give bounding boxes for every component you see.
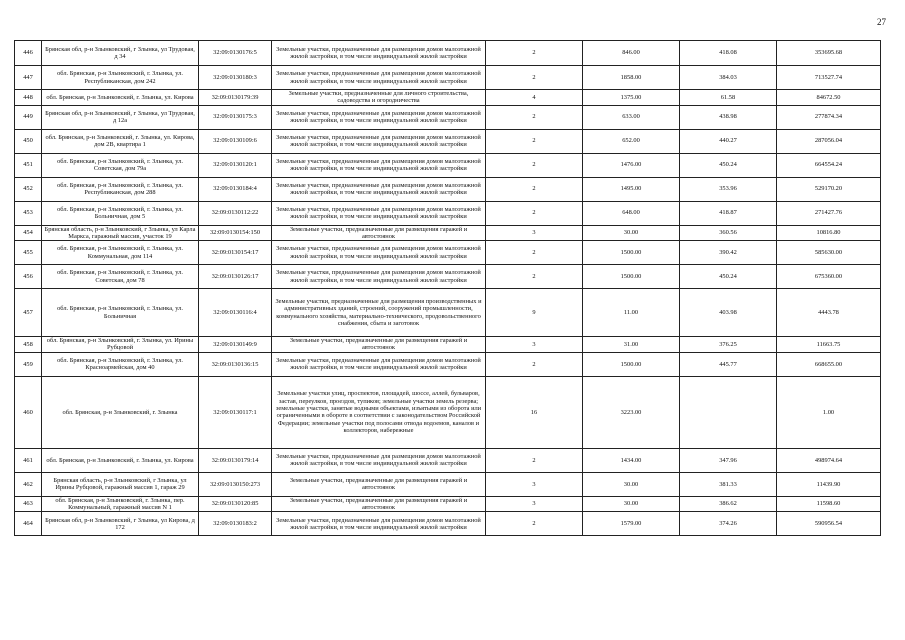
area-cell: 3223.00 <box>583 376 680 448</box>
cadastral-number-cell: 32:09:0130149:9 <box>199 337 272 353</box>
table-row <box>15 265 881 289</box>
specific-cost-cell: 353.96 <box>680 177 777 201</box>
address-cell: Брянская область, р-н Злынковский, г Злынка, ул Карла Маркса, гаражный массив, участок 19 <box>42 225 199 241</box>
address-cell: Брянская обл, р-н Злынковский, г Злынка, ул Трудовая, д 12а <box>42 105 199 129</box>
row-number: 447 <box>15 66 42 90</box>
row-number: 454 <box>15 225 42 241</box>
area-cell: 1495.00 <box>583 177 680 201</box>
table-row <box>15 448 881 472</box>
row-number: 463 <box>15 496 42 512</box>
cadastral-number-cell: 32:09:0130183:2 <box>199 512 272 536</box>
specific-cost-cell: 445.77 <box>680 352 777 376</box>
table-row <box>15 66 881 90</box>
group-number-cell: 2 <box>486 153 583 177</box>
cadastral-number-cell: 32:09:0130179:14 <box>199 448 272 472</box>
address-cell: обл. Брянская, р-н Злынковский, г. Злынка, ул. Больничная <box>42 289 199 337</box>
area-cell: 30.00 <box>583 225 680 241</box>
group-number-cell: 3 <box>486 496 583 512</box>
address-cell: обл. Брянская, р-н Злынковский, г. Злынка <box>42 376 199 448</box>
table-row <box>15 496 881 512</box>
cadastral-number-cell: 32:09:0130117:1 <box>199 376 272 448</box>
group-number-cell: 2 <box>486 241 583 265</box>
specific-cost-cell: 347.96 <box>680 448 777 472</box>
cadastral-value-cell: 668655.00 <box>777 352 881 376</box>
cadastral-value-cell: 585630.00 <box>777 241 881 265</box>
land-purpose-cell: Земельные участки, предназначенные для размещения домов малоэтажной жилой застройки, в том числе индивидуальной жилой застройки <box>272 177 486 201</box>
group-number-cell: 2 <box>486 265 583 289</box>
area-cell: 652.00 <box>583 129 680 153</box>
address-cell: обл. Брянская, р-н Злынковский, г. Злынка, ул. Ирины Рубцовой <box>42 337 199 353</box>
land-purpose-cell: Земельные участки улиц, проспектов, площадей, шоссе, аллей, бульваров, застав, переулков, проездов, тупиков; земельные участки земель резерва; земельные участки, занятые водными объектами, изъятыми из оборота или ограниченными в обороте в соответствии с законодательством Российской Федерации; земельные участки под полосами отвода водоемов, каналов и коллекторов, набережные <box>272 376 486 448</box>
cadastral-number-cell: 32:09:0130184:4 <box>199 177 272 201</box>
specific-cost-cell: 440.27 <box>680 129 777 153</box>
specific-cost-cell: 376.25 <box>680 337 777 353</box>
row-number: 464 <box>15 512 42 536</box>
row-number: 459 <box>15 352 42 376</box>
land-purpose-cell: Земельные участки, предназначенные для размещения домов малоэтажной жилой застройки, в том числе индивидуальной жилой застройки <box>272 153 486 177</box>
page-number: 27 <box>877 17 886 27</box>
table-row <box>15 153 881 177</box>
table-row <box>15 201 881 225</box>
area-cell: 1858.00 <box>583 66 680 90</box>
row-number: 449 <box>15 105 42 129</box>
specific-cost-cell: 384.03 <box>680 66 777 90</box>
cadastral-number-cell: 32:09:0130176:5 <box>199 41 272 66</box>
address-cell: Брянская обл, р-н Злынковский, г Злынка, ул Кирова, д 172 <box>42 512 199 536</box>
table-row <box>15 129 881 153</box>
address-cell: обл. Брянская, р-н Злынковский, г. Злынка, ул. Кирова, дом 2В, квартира 1 <box>42 129 199 153</box>
specific-cost-cell: 438.98 <box>680 105 777 129</box>
specific-cost-cell: 418.08 <box>680 41 777 66</box>
cadastral-value-cell: 11663.75 <box>777 337 881 353</box>
table-row <box>15 352 881 376</box>
area-cell: 11.00 <box>583 289 680 337</box>
table-row <box>15 241 881 265</box>
row-number: 456 <box>15 265 42 289</box>
cadastral-value-cell: 1.00 <box>777 376 881 448</box>
group-number-cell: 9 <box>486 289 583 337</box>
specific-cost-cell: 390.42 <box>680 241 777 265</box>
group-number-cell: 3 <box>486 225 583 241</box>
land-purpose-cell: Земельные участки, предназначенные для размещения домов малоэтажной жилой застройки, в том числе индивидуальной жилой застройки <box>272 105 486 129</box>
table-row <box>15 512 881 536</box>
address-cell: обл. Брянская, р-н Злынковский, г. Злынка, ул. Советская, дом 79а <box>42 153 199 177</box>
cadastral-value-cell: 353695.68 <box>777 41 881 66</box>
row-number: 458 <box>15 337 42 353</box>
cadastral-number-cell: 32:09:0130175:3 <box>199 105 272 129</box>
land-purpose-cell: Земельные участки, предназначенные для размещения домов малоэтажной жилой застройки, в том числе индивидуальной жилой застройки <box>272 512 486 536</box>
cadastral-value-cell: 529170.20 <box>777 177 881 201</box>
land-purpose-cell: Земельные участки, предназначенные для размещения домов малоэтажной жилой застройки, в том числе индивидуальной жилой застройки <box>272 241 486 265</box>
cadastral-number-cell: 32:09:0130112:22 <box>199 201 272 225</box>
area-cell: 30.00 <box>583 496 680 512</box>
group-number-cell: 2 <box>486 352 583 376</box>
land-purpose-cell: Земельные участки, предназначенные для размещения домов малоэтажной жилой застройки, в том числе индивидуальной жилой застройки <box>272 201 486 225</box>
row-number: 460 <box>15 376 42 448</box>
row-number: 452 <box>15 177 42 201</box>
cadastral-value-cell: 664554.24 <box>777 153 881 177</box>
cadastral-value-cell: 271427.76 <box>777 201 881 225</box>
area-cell: 1579.00 <box>583 512 680 536</box>
cadastral-number-cell: 32:09:0130150:273 <box>199 472 272 496</box>
land-purpose-cell: Земельные участки, предназначенные для размещения гаражей и автостоянок <box>272 337 486 353</box>
land-purpose-cell: Земельные участки, предназначенные для личного строительства, садоводства и огородничества <box>272 90 486 106</box>
table-body <box>15 41 881 536</box>
row-number: 455 <box>15 241 42 265</box>
row-number: 457 <box>15 289 42 337</box>
cadastral-value-cell: 590956.54 <box>777 512 881 536</box>
cadastral-number-cell: 32:09:0130126:17 <box>199 265 272 289</box>
specific-cost-cell: 381.33 <box>680 472 777 496</box>
group-number-cell: 2 <box>486 201 583 225</box>
land-purpose-cell: Земельные участки, предназначенные для размещения домов малоэтажной жилой застройки, в том числе индивидуальной жилой застройки <box>272 265 486 289</box>
specific-cost-cell: 386.62 <box>680 496 777 512</box>
specific-cost-cell: 374.26 <box>680 512 777 536</box>
area-cell: 648.00 <box>583 201 680 225</box>
group-number-cell: 2 <box>486 177 583 201</box>
group-number-cell: 2 <box>486 66 583 90</box>
land-purpose-cell: Земельные участки, предназначенные для размещения гаражей и автостоянок <box>272 472 486 496</box>
group-number-cell: 2 <box>486 448 583 472</box>
land-purpose-cell: Земельные участки, предназначенные для размещения домов малоэтажной жилой застройки, в том числе индивидуальной жилой застройки <box>272 129 486 153</box>
address-cell: обл. Брянская, р-н Злынковский, г. Злынка, ул. Кирова <box>42 448 199 472</box>
address-cell: обл. Брянская, р-н Злынковский, г. Злынка, ул. Коммунальная, дом 114 <box>42 241 199 265</box>
table-row <box>15 90 881 106</box>
address-cell: обл. Брянская, р-н Злынковский, г. Злынка, ул. Советская, дом 78 <box>42 265 199 289</box>
table-row <box>15 105 881 129</box>
specific-cost-cell: 403.98 <box>680 289 777 337</box>
area-cell: 1434.00 <box>583 448 680 472</box>
row-number: 451 <box>15 153 42 177</box>
specific-cost-cell <box>680 376 777 448</box>
group-number-cell: 2 <box>486 512 583 536</box>
cadastral-number-cell: 32:09:0130120:1 <box>199 153 272 177</box>
land-purpose-cell: Земельные участки, предназначенные для размещения домов малоэтажной жилой застройки, в том числе индивидуальной жилой застройки <box>272 41 486 66</box>
table-row <box>15 225 881 241</box>
specific-cost-cell: 450.24 <box>680 153 777 177</box>
address-cell: обл. Брянская, р-н Злынковский, г. Злынка, ул. Красноармейская, дом 40 <box>42 352 199 376</box>
cadastral-number-cell: 32:09:0130136:15 <box>199 352 272 376</box>
row-number: 450 <box>15 129 42 153</box>
land-purpose-cell: Земельные участки, предназначенные для размещения гаражей и автостоянок <box>272 496 486 512</box>
land-purpose-cell: Земельные участки, предназначенные для размещения производственных и административных зданий, строений, сооружений промышленности, коммунального хозяйства, материально-технического, продовольственного снабжения, сбыта и заготовок <box>272 289 486 337</box>
address-cell: обл. Брянская, р-н Злынковский, г. Злынка, ул. Больничная, дом 5 <box>42 201 199 225</box>
cadastral-value-cell: 11598.60 <box>777 496 881 512</box>
land-purpose-cell: Земельные участки, предназначенные для размещения гаражей и автостоянок <box>272 225 486 241</box>
area-cell: 1500.00 <box>583 352 680 376</box>
specific-cost-cell: 360.56 <box>680 225 777 241</box>
cadastral-number-cell: 32:09:0130120:85 <box>199 496 272 512</box>
table-row <box>15 472 881 496</box>
row-number: 462 <box>15 472 42 496</box>
cadastral-value-cell: 498974.64 <box>777 448 881 472</box>
cadastral-number-cell: 32:09:0130180:3 <box>199 66 272 90</box>
cadastral-value-cell: 4443.78 <box>777 289 881 337</box>
table-row <box>15 376 881 448</box>
address-cell: обл. Брянская, р-н Злынковский, г. Злынка, пер. Коммунальный, гаражный массив N 1 <box>42 496 199 512</box>
group-number-cell: 3 <box>486 337 583 353</box>
area-cell: 846.00 <box>583 41 680 66</box>
area-cell: 1476.00 <box>583 153 680 177</box>
land-purpose-cell: Земельные участки, предназначенные для размещения домов малоэтажной жилой застройки, в том числе индивидуальной жилой застройки <box>272 448 486 472</box>
address-cell: Брянская область, р-н Злынковский, г Злынка, ул Ирины Рубцовой, гаражный массив 1, гараж 29 <box>42 472 199 496</box>
area-cell: 1375.00 <box>583 90 680 106</box>
cadastral-value-cell: 713527.74 <box>777 66 881 90</box>
table-row <box>15 289 881 337</box>
group-number-cell: 4 <box>486 90 583 106</box>
cadastral-number-cell: 32:09:0130116:4 <box>199 289 272 337</box>
area-cell: 633.00 <box>583 105 680 129</box>
group-number-cell: 2 <box>486 105 583 129</box>
cadastral-value-cell: 10816.80 <box>777 225 881 241</box>
address-cell: Брянская обл, р-н Злынковский, г Злынка, ул Трудовая, д 34 <box>42 41 199 66</box>
cadastral-number-cell: 32:09:0130154:17 <box>199 241 272 265</box>
row-number: 461 <box>15 448 42 472</box>
address-cell: обл. Брянская, р-н Злынковский, г. Злынка, ул. Республиканская, дом 288 <box>42 177 199 201</box>
cadastral-value-cell: 11439.90 <box>777 472 881 496</box>
cadastral-value-cell: 277874.34 <box>777 105 881 129</box>
cadastral-value-cell: 675360.00 <box>777 265 881 289</box>
group-number-cell: 2 <box>486 41 583 66</box>
land-purpose-cell: Земельные участки, предназначенные для размещения домов малоэтажной жилой застройки, в том числе индивидуальной жилой застройки <box>272 352 486 376</box>
table-row <box>15 177 881 201</box>
specific-cost-cell: 418.87 <box>680 201 777 225</box>
cadastral-value-cell: 287056.04 <box>777 129 881 153</box>
cadastral-value-cell: 84672.50 <box>777 90 881 106</box>
address-cell: обл. Брянская, р-н Злынковский, г. Злынка, ул. Кирова <box>42 90 199 106</box>
cadastral-number-cell: 32:09:0130179:39 <box>199 90 272 106</box>
land-registry-table <box>14 40 881 536</box>
row-number: 446 <box>15 41 42 66</box>
group-number-cell: 3 <box>486 472 583 496</box>
area-cell: 30.00 <box>583 472 680 496</box>
area-cell: 1500.00 <box>583 241 680 265</box>
address-cell: обл. Брянская, р-н Злынковский, г. Злынка, ул. Республиканская, дом 242 <box>42 66 199 90</box>
table-row <box>15 337 881 353</box>
land-purpose-cell: Земельные участки, предназначенные для размещения домов малоэтажной жилой застройки, в том числе индивидуальной жилой застройки <box>272 66 486 90</box>
group-number-cell: 2 <box>486 129 583 153</box>
row-number: 448 <box>15 90 42 106</box>
specific-cost-cell: 450.24 <box>680 265 777 289</box>
specific-cost-cell: 61.58 <box>680 90 777 106</box>
cadastral-number-cell: 32:09:0130154:150 <box>199 225 272 241</box>
table-row <box>15 41 881 66</box>
area-cell: 31.00 <box>583 337 680 353</box>
area-cell: 1500.00 <box>583 265 680 289</box>
group-number-cell: 16 <box>486 376 583 448</box>
row-number: 453 <box>15 201 42 225</box>
cadastral-number-cell: 32:09:0130109:6 <box>199 129 272 153</box>
